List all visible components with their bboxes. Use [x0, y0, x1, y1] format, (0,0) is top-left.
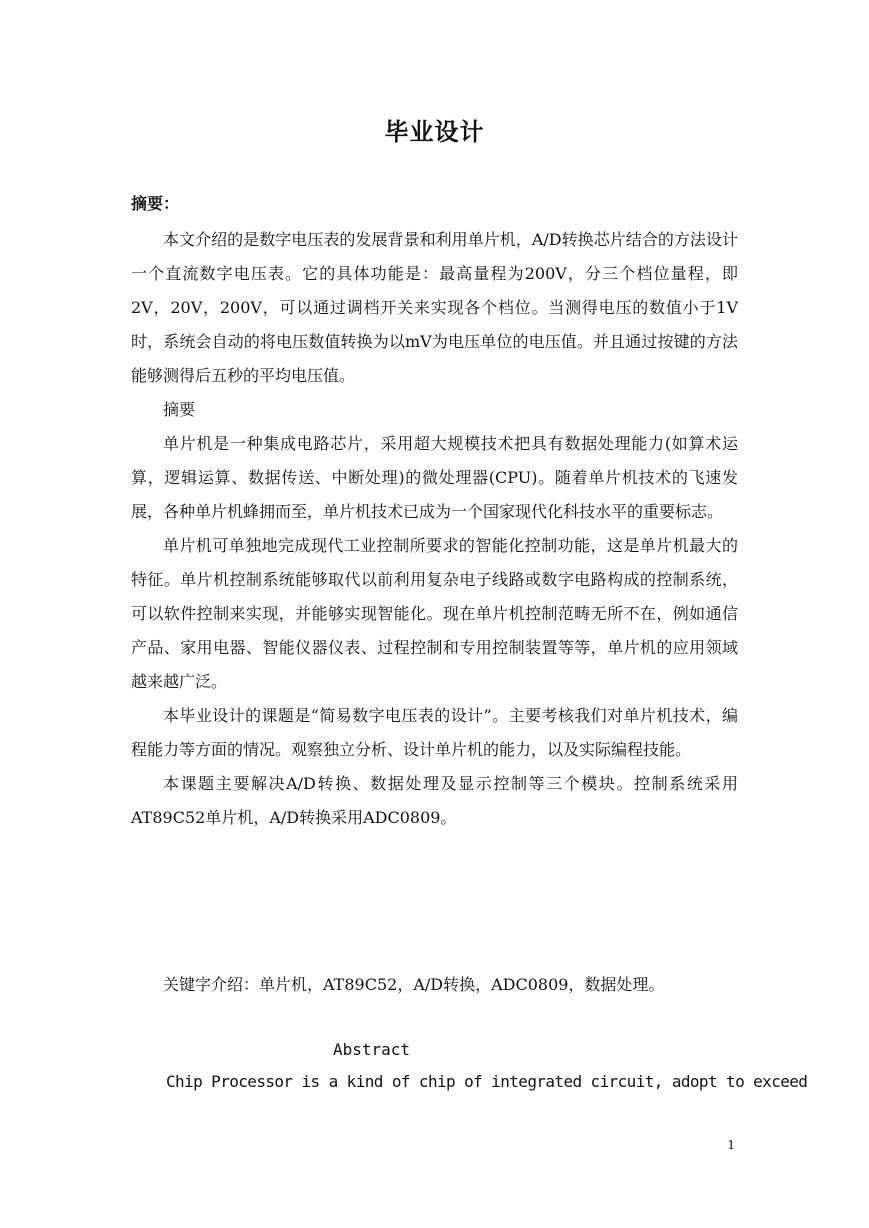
paragraph-project-topic: 本毕业设计的课题是“简易数字电压表的设计”。主要考核我们对单片机技术，编程能力等方面的情况。观察独立分析、设计单片机的能力，以及实际编程技能。	[131, 706, 738, 759]
document-title: 毕业设计	[384, 117, 485, 146]
abstract-label: 摘要：	[131, 194, 180, 213]
paragraph-mcu-control: 单片机可单独地完成现代工业控制所要求的智能化控制功能，这是单片机最大的特征。单片机控制系统能够取代以前利用复杂电子线路或数字电路构成的控制系统，可以软件控制来实现，并能够实现智能化。现在单片机控制范畴无所不在，例如通信产品、家用电器、智能仪器仪表、过程控制和专用控制装置等等，单片机的应用领域越来越广泛。	[131, 536, 738, 691]
english-abstract-text: Chip Processor is a kind of chip of integrated circuit, adopt to exceed	[166, 1072, 808, 1091]
keywords-line: 关键字介绍：单片机，AT89C52，A/D转换，ADC0809，数据处理。	[163, 975, 665, 994]
paragraph-summary-heading: 摘要	[163, 400, 196, 419]
paragraph-modules: 本课题主要解决A/D转换、数据处理及显示控制等三个模块。控制系统采用AT89C52单片机，A/D转换采用ADC0809。	[131, 774, 738, 827]
abstract-body	[131, 223, 738, 835]
paragraph-intro: 本文介绍的是数字电压表的发展背景和利用单片机，A/D转换芯片结合的方法设计一个直流数字电压表。它的具体功能是：最高量程为200V，分三个档位量程，即2V，20V，200V，可以通过调档开关来实现各个档位。当测得电压的数值小于1V时，系统会自动的将电压数值转换为以mV为电压单位的电压值。并且通过按键的方法能够测得后五秒的平均电压值。	[131, 230, 738, 385]
page-number: 1	[727, 1138, 735, 1152]
paragraph-mcu-definition: 单片机是一种集成电路芯片，采用超大规模技术把具有数据处理能力(如算术运算，逻辑运算、数据传送、中断处理)的微处理器(CPU)。随着单片机技术的飞速发展，各种单片机蜂拥而至，单片机技术已成为一个国家现代化科技水平的重要标志。	[131, 434, 738, 521]
english-abstract-heading: Abstract	[333, 1040, 411, 1059]
